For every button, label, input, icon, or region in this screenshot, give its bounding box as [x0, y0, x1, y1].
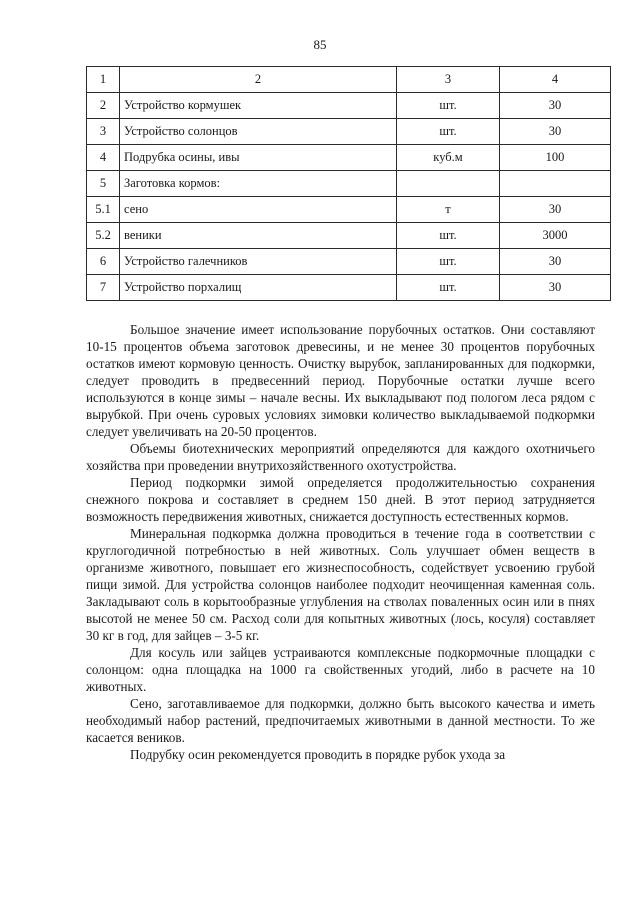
unit-cell	[397, 171, 500, 197]
measure-name-cell: Подрубка осины, ивы	[120, 145, 397, 171]
row-number-cell: 5	[87, 171, 120, 197]
table-row	[87, 93, 611, 119]
row-number-cell: 5.2	[87, 223, 120, 249]
paragraph: Период подкормки зимой определяется продолжительностью сохранения снежного покрова и составляет в среднем 150 дней. В этот период затрудняется возможность передвижения животных, снижается доступность естественных кормов.	[86, 475, 595, 524]
table-header-cell: 1	[87, 67, 120, 93]
quantity-cell	[500, 171, 611, 197]
quantity-cell: 30	[500, 275, 611, 301]
paragraph: Объемы биотехнических мероприятий определяются для каждого охотничьего хозяйства при проведении внутрихозяйственного охотустройства.	[86, 441, 595, 473]
unit-cell: т	[397, 197, 500, 223]
row-number-cell: 3	[87, 119, 120, 145]
table-row	[87, 171, 611, 197]
quantity-cell: 30	[500, 249, 611, 275]
measure-name-cell: Устройство солонцов	[120, 119, 397, 145]
row-number-cell: 6	[87, 249, 120, 275]
quantity-cell: 3000	[500, 223, 611, 249]
row-number-cell: 2	[87, 93, 120, 119]
table-header-row	[87, 67, 611, 93]
biotechnical-measures-table	[86, 66, 611, 301]
table-row	[87, 145, 611, 171]
measure-name-cell: веники	[120, 223, 397, 249]
table-header-cell: 3	[397, 67, 500, 93]
table-row	[87, 119, 611, 145]
paragraph: Для косуль или зайцев устраиваются комплексные подкормочные площадки с солонцом: одна площадка на 1000 га свойственных угодий, либо в расчете на 10 животных.	[86, 645, 595, 694]
row-number-cell: 7	[87, 275, 120, 301]
table-row	[87, 223, 611, 249]
quantity-cell: 100	[500, 145, 611, 171]
row-number-cell: 5.1	[87, 197, 120, 223]
unit-cell: шт.	[397, 119, 500, 145]
unit-cell: шт.	[397, 223, 500, 249]
paragraph: Подрубку осин рекомендуется проводить в порядке рубок ухода за	[130, 747, 506, 762]
unit-cell: шт.	[397, 93, 500, 119]
unit-cell: шт.	[397, 249, 500, 275]
quantity-cell: 30	[500, 93, 611, 119]
table-header-cell: 4	[500, 67, 611, 93]
quantity-cell: 30	[500, 197, 611, 223]
measure-name-cell: Устройство галечников	[120, 249, 397, 275]
table-row	[87, 249, 611, 275]
paragraph: Сено, заготавливаемое для подкормки, должно быть высокого качества и иметь необходимый набор растений, предпочитаемых животными в данной местности. То же касается веников.	[86, 696, 595, 745]
page-number: 85	[313, 37, 327, 52]
paragraph: Минеральная подкормка должна проводиться в течение года в соответствии с круглогодичной потребностью в ней животных. Соль улучшает обмен веществ в организме животного, повышает его жизнеспособность, содействует усвоению грубой пищи зимой. Для устройства солонцов наиболее подходит неочищенная каменная соль. Закладывают соль в корытообразные углубления на стволах поваленных осин или в пнях высотой не менее 50 см. Расход соли для копытных животных (лось, косуля) составляет 30 кг в год, для зайцев – 3-5 кг.	[86, 526, 595, 643]
unit-cell: шт.	[397, 275, 500, 301]
table-header-cell: 2	[120, 67, 397, 93]
measure-name-cell: Устройство порхалищ	[120, 275, 397, 301]
body-text	[86, 321, 595, 763]
row-number-cell: 4	[87, 145, 120, 171]
table-row	[87, 275, 611, 301]
quantity-cell: 30	[500, 119, 611, 145]
unit-cell: куб.м	[397, 145, 500, 171]
measure-name-cell: сено	[120, 197, 397, 223]
measure-name-cell: Заготовка кормов:	[120, 171, 397, 197]
table-row	[87, 197, 611, 223]
paragraph: Большое значение имеет использование порубочных остатков. Они составляют 10-15 процентов объема заготовок древесины, и не менее 30 процентов порубочных остатков имеют кормовую ценность. Очистку вырубок, запланированных для подкормки, следует проводить в предвесенний период. Порубочные остатки лучше всего используются в конце зимы – начале весны. Их выкладывают под пологом леса рядом с вырубкой. При очень суровых условиях зимовки количество выкладываемой подкормки следует увеличивать на 20-50 процентов.	[86, 322, 595, 439]
measure-name-cell: Устройство кормушек	[120, 93, 397, 119]
